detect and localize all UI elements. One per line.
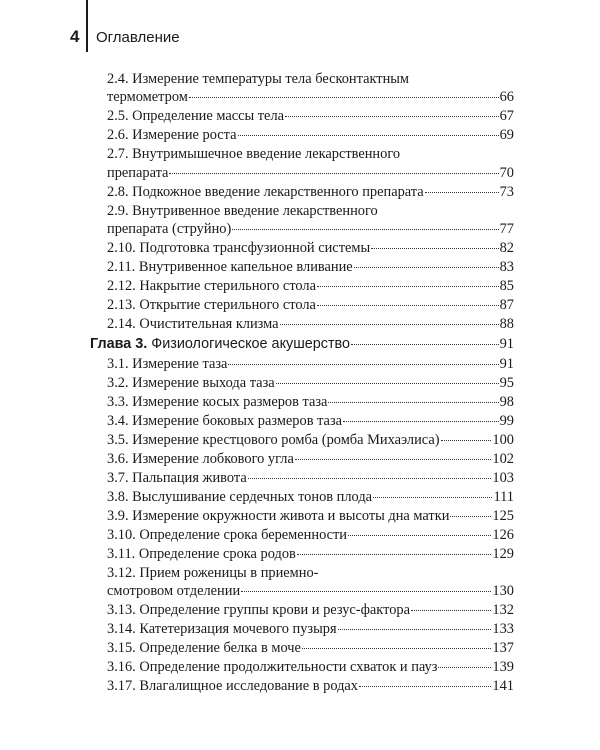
- dot-leader: [317, 305, 499, 306]
- toc-page-number: 132: [492, 602, 514, 619]
- toc-page-number: 70: [499, 164, 514, 181]
- toc-entry-title-line: 3.12. Прием роженицы в приемно-: [107, 565, 319, 582]
- dot-leader: [351, 344, 499, 345]
- toc-page-number: 130: [492, 583, 514, 600]
- dot-leader: [441, 440, 492, 441]
- toc-entry: [90, 202, 514, 239]
- toc-page-number: 95: [499, 375, 514, 392]
- dot-leader: [343, 421, 499, 422]
- toc-entry: [90, 70, 514, 107]
- toc-entry-title: 3.4. Измерение боковых размеров таза: [107, 413, 343, 430]
- toc-entry-title: 3.16. Определение продолжительности схваток и пауз: [107, 659, 438, 676]
- dot-leader: [248, 478, 492, 479]
- dot-leader: [232, 229, 498, 230]
- toc-entry: [90, 677, 514, 695]
- toc-entry-title: препарата (струйно): [107, 220, 232, 237]
- toc-page-number: 100: [492, 432, 514, 449]
- toc-page-number: 67: [499, 108, 514, 125]
- toc-entry: [90, 126, 514, 144]
- toc-entry: [90, 507, 514, 525]
- toc-entry-title: 3.8. Выслушивание сердечных тонов плода: [107, 489, 373, 506]
- toc-page-number: 98: [499, 394, 514, 411]
- dot-leader: [169, 173, 498, 174]
- toc-entry-title: 3.7. Пальпация живота: [107, 470, 247, 487]
- toc-entry: [90, 469, 514, 487]
- toc-page-number: 125: [492, 508, 514, 525]
- toc-entry-title-line: 2.9. Внутривенное введение лекарственного: [107, 202, 378, 219]
- dot-leader: [450, 516, 491, 517]
- toc-entry-title: 3.10. Определение срока беременности: [107, 527, 347, 544]
- toc-entry: [90, 107, 514, 125]
- toc-entry-title: 2.8. Подкожное введение лекарственного препарата: [107, 183, 424, 200]
- toc-entry: [90, 545, 514, 563]
- toc-entry: [90, 315, 514, 333]
- toc-page-number: 126: [492, 527, 514, 544]
- toc-page-number: 111: [493, 489, 514, 506]
- toc-entry: [90, 412, 514, 430]
- toc-entry-title: 3.14. Катетеризация мочевого пузыря: [107, 621, 337, 638]
- toc-entry-title: 3.17. Влагалищное исследование в родах: [107, 678, 359, 695]
- toc-entry-title: 2.12. Накрытие стерильного стола: [107, 277, 316, 294]
- toc-page-number: 139: [492, 659, 514, 676]
- dot-leader: [425, 192, 499, 193]
- toc-entry: [90, 296, 514, 314]
- toc-entry: [90, 258, 514, 276]
- toc-page-number: 91: [499, 336, 514, 353]
- toc-entry-title-line: 2.4. Измерение температуры тела бесконтактным: [107, 71, 410, 87]
- toc-entry-title: 3.5. Измерение крестцового ромба (ромба Михаэлиса): [107, 432, 440, 449]
- toc-entry: [90, 526, 514, 544]
- toc-entry-title: 2.5. Определение массы тела: [107, 108, 285, 125]
- toc-entry: [90, 277, 514, 295]
- dot-leader: [297, 554, 492, 555]
- toc-entry-title: 2.10. Подготовка трансфузионной системы: [107, 239, 371, 256]
- dot-leader: [189, 97, 499, 98]
- toc-page-number: 99: [499, 413, 514, 430]
- toc-entry: [90, 620, 514, 638]
- toc-page-number: 133: [492, 621, 514, 638]
- dot-leader: [317, 286, 499, 287]
- dot-leader: [373, 497, 492, 498]
- toc-entry: [90, 183, 514, 201]
- toc-entry-title: смотровом отделении: [107, 583, 241, 600]
- toc-page-number: 129: [492, 546, 514, 563]
- dot-leader: [276, 383, 499, 384]
- toc-chapter-entry: [90, 335, 514, 353]
- dot-leader: [411, 610, 491, 611]
- page-number: 4: [70, 27, 80, 46]
- toc-page-number: 83: [499, 258, 514, 275]
- toc-entry-title: 3.15. Определение белка в моче: [107, 640, 301, 657]
- toc-page-number: 103: [492, 470, 514, 487]
- dot-leader: [338, 629, 492, 630]
- chapter-name: Физиологическое акушерство: [151, 336, 351, 353]
- toc-entry: [90, 239, 514, 257]
- toc-entry-title: 3.11. Определение срока родов: [107, 546, 296, 563]
- toc-page-number: 85: [499, 277, 514, 294]
- toc-page-number: 69: [499, 127, 514, 144]
- dot-leader: [285, 116, 499, 117]
- toc-page-number: 102: [492, 451, 514, 468]
- toc-page-number: 141: [492, 678, 514, 695]
- dot-leader: [438, 667, 491, 668]
- dot-leader: [302, 648, 491, 649]
- toc-entry: [90, 450, 514, 468]
- toc-entry-title: 3.9. Измерение окружности живота и высоты дна матки: [107, 508, 450, 525]
- dot-leader: [354, 267, 499, 268]
- toc-entry-title: 2.13. Открытие стерильного стола: [107, 296, 316, 313]
- toc-page-number: 66: [499, 89, 514, 106]
- toc-entry: [90, 431, 514, 449]
- dot-leader: [328, 402, 498, 403]
- toc-entry: [90, 374, 514, 392]
- toc-entry-title: 3.3. Измерение косых размеров таза: [107, 394, 328, 411]
- toc-entry: [90, 658, 514, 676]
- chapter-label: Глава 3.: [90, 336, 148, 353]
- table-of-contents: [90, 70, 514, 696]
- toc-entry-title: 3.13. Определение группы крови и резус-фактора: [107, 602, 410, 619]
- toc-page-number: 73: [499, 183, 514, 200]
- dot-leader: [348, 535, 491, 536]
- dot-leader: [238, 135, 499, 136]
- header-rule: [86, 0, 88, 52]
- toc-entry-title-line: 2.7. Внутримышечное введение лекарственного: [107, 146, 401, 163]
- toc-page-number: 77: [499, 220, 514, 237]
- dot-leader: [371, 248, 498, 249]
- toc-page-number: 82: [499, 239, 514, 256]
- page-header: [0, 0, 600, 62]
- toc-page-number: 87: [499, 296, 514, 313]
- toc-entry-title: 3.6. Измерение лобкового угла: [107, 451, 294, 468]
- dot-leader: [228, 364, 498, 365]
- dot-leader: [280, 324, 499, 325]
- toc-entry-title: 3.1. Измерение таза: [107, 356, 228, 373]
- dot-leader: [295, 459, 492, 460]
- toc-entry: [90, 639, 514, 657]
- toc-entry: [90, 145, 514, 182]
- dot-leader: [241, 591, 491, 592]
- toc-entry-title: 3.2. Измерение выхода таза: [107, 375, 275, 392]
- toc-page-number: 88: [499, 315, 514, 332]
- chapter-title: [90, 335, 350, 353]
- toc-page-number: 137: [492, 640, 514, 657]
- toc-entry: [90, 488, 514, 506]
- toc-entry: [90, 393, 514, 411]
- toc-entry-title: 2.14. Очистительная клизма: [107, 315, 279, 332]
- toc-entry-title: препарата: [107, 164, 169, 181]
- toc-entry-title: 2.11. Внутривенное капельное вливание: [107, 258, 353, 275]
- section-title: Оглавление: [96, 29, 180, 46]
- dot-leader: [359, 686, 491, 687]
- toc-entry: [90, 355, 514, 373]
- toc-entry-title: 2.6. Измерение роста: [107, 127, 237, 144]
- toc-entry-title: термометром: [107, 89, 188, 106]
- toc-entry: [90, 564, 514, 601]
- toc-page-number: 91: [499, 356, 514, 373]
- toc-entry: [90, 601, 514, 619]
